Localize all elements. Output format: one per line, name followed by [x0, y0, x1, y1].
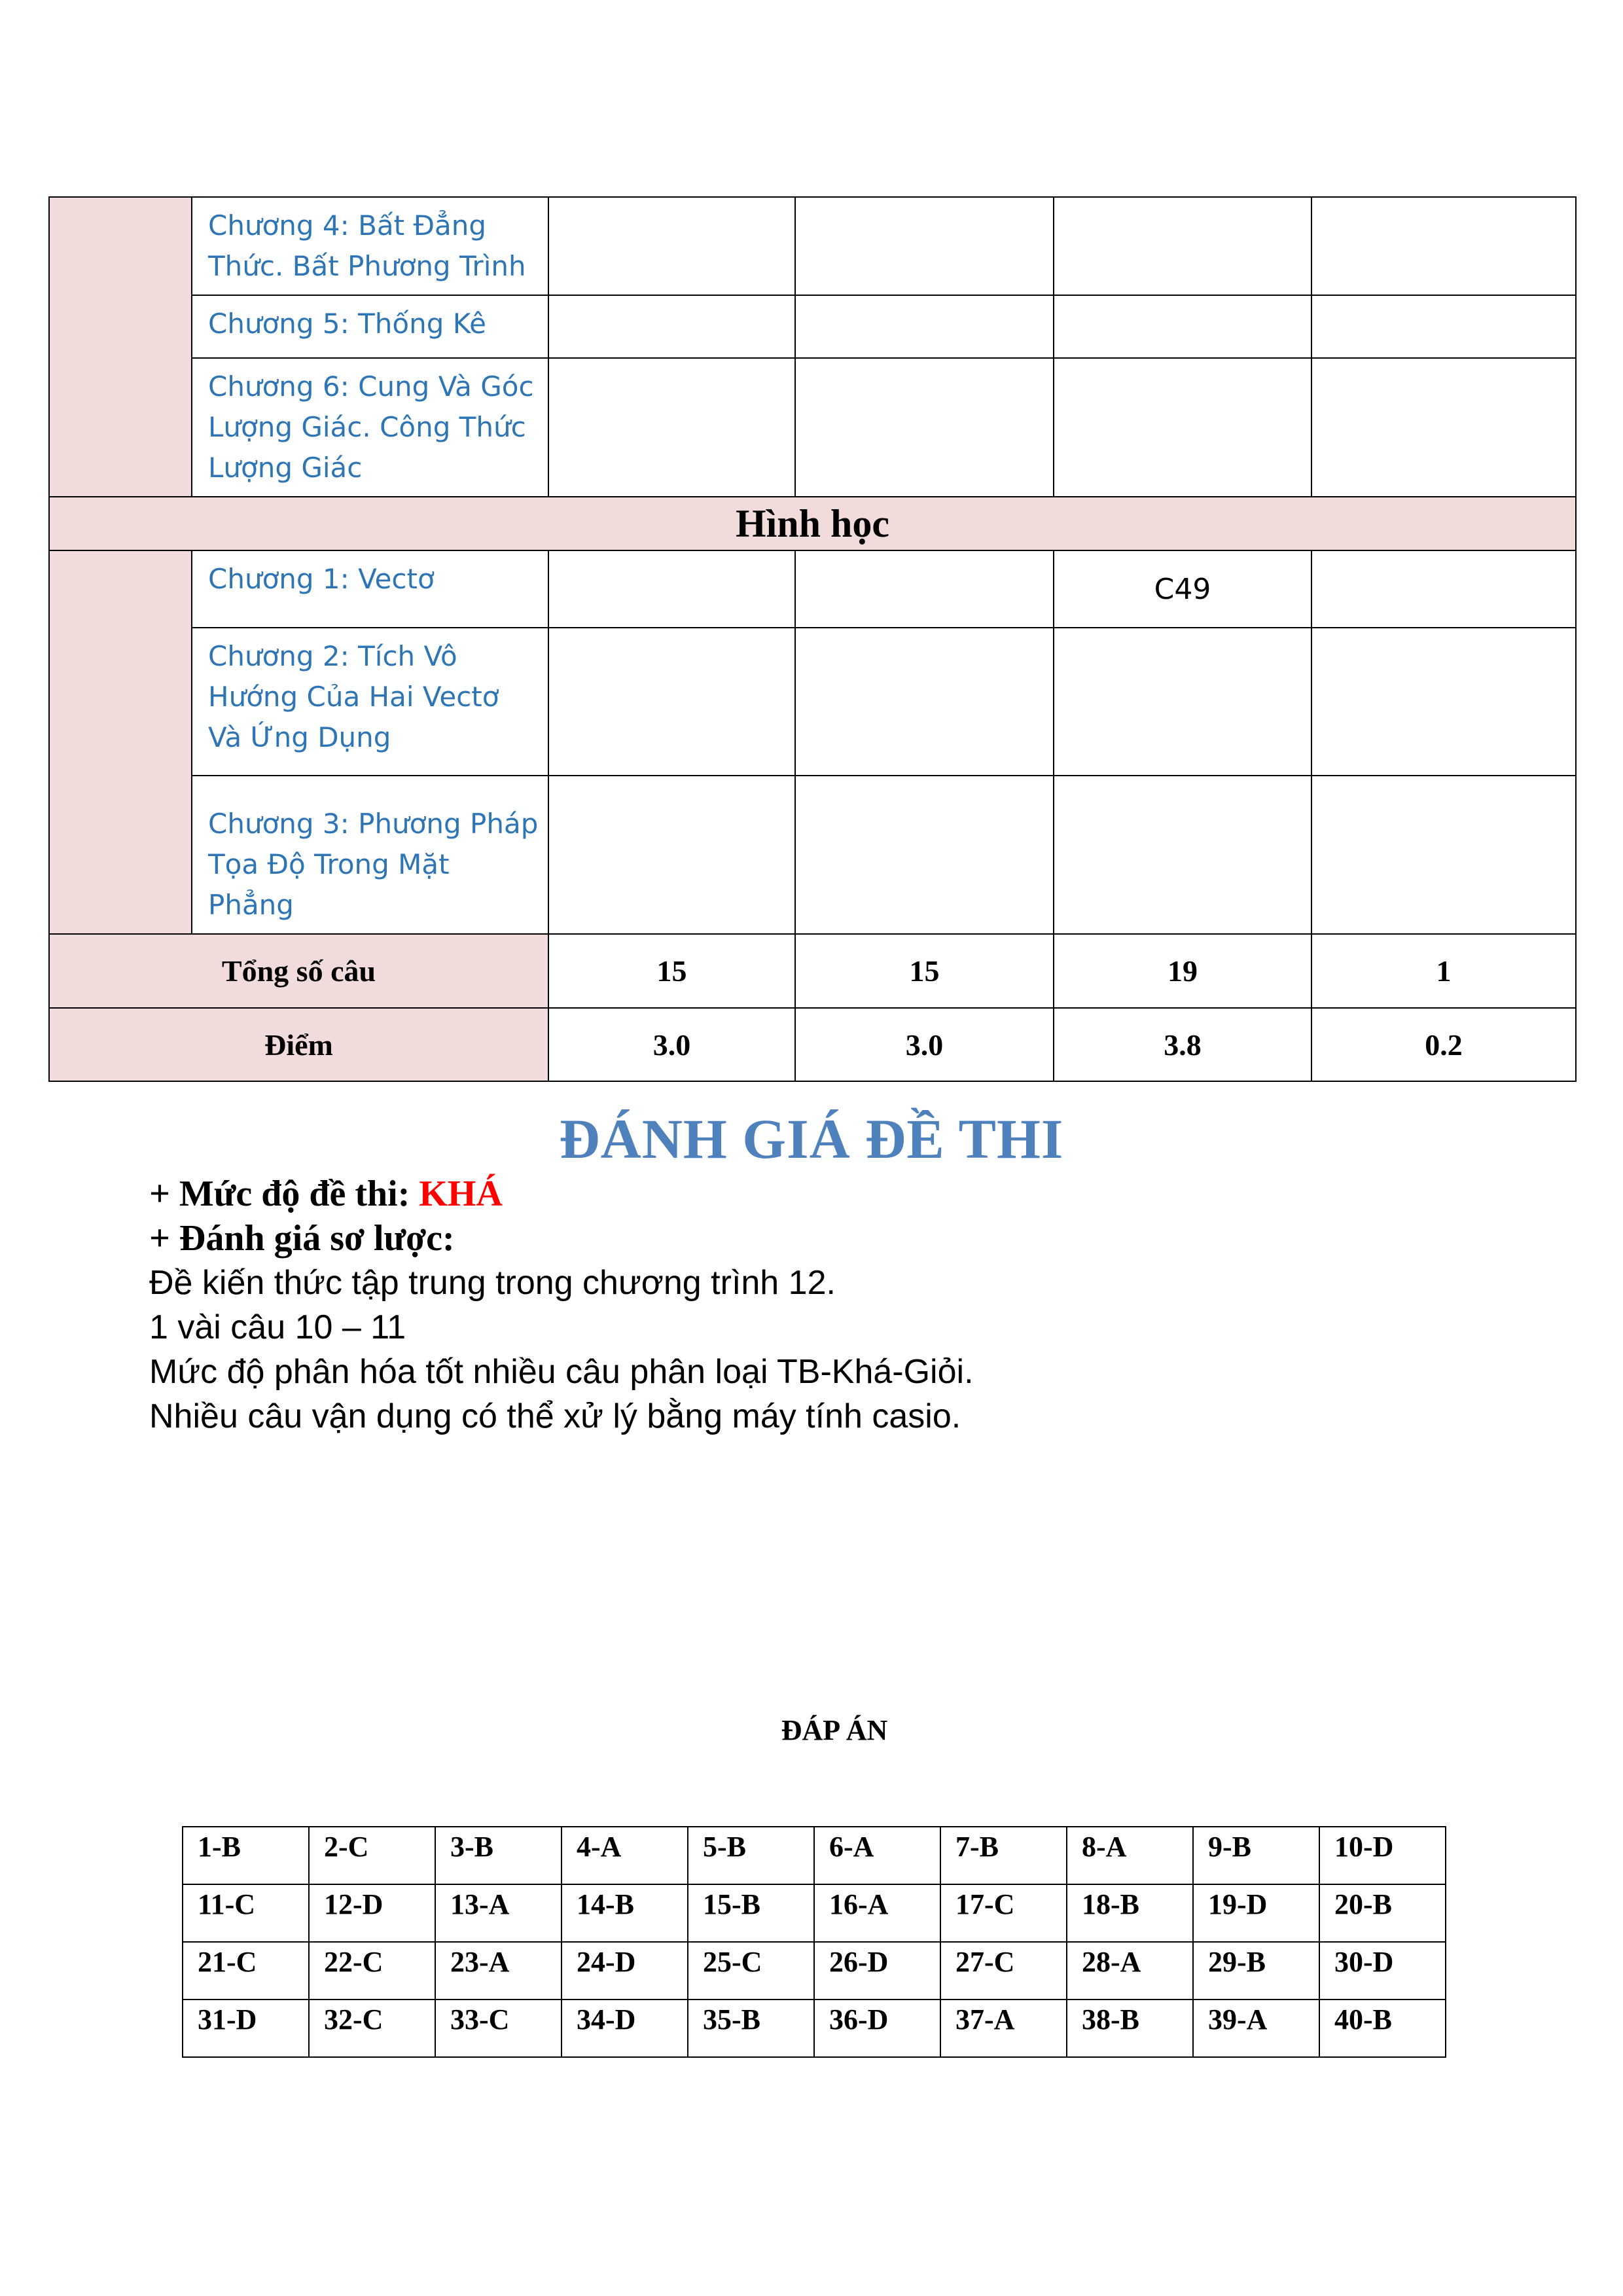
topic-cell-algebra	[49, 197, 192, 497]
matrix-cell	[795, 550, 1054, 628]
matrix-cell: C49	[1054, 550, 1311, 628]
answer-cell: 2-C	[309, 1827, 435, 1884]
answer-cell: 32-C	[309, 2000, 435, 2057]
matrix-cell	[548, 358, 795, 497]
chapter-label: Chương 1: Vectơ	[192, 550, 548, 628]
section-heading-geometry: Hình học	[49, 497, 1576, 550]
matrix-cell	[795, 628, 1054, 776]
table-row	[49, 295, 1576, 358]
matrix-cell	[1311, 358, 1576, 497]
chapter-label: Chương 4: Bất Đẳng Thức. Bất Phương Trình	[192, 197, 548, 295]
answer-cell: 22-C	[309, 1942, 435, 2000]
exam-matrix-table	[48, 196, 1577, 1082]
difficulty-line	[149, 1172, 1524, 1216]
answer-cell: 29-B	[1193, 1942, 1319, 2000]
table-row	[183, 2000, 1446, 2057]
answer-cell: 24-D	[562, 1942, 688, 2000]
answer-cell: 21-C	[183, 1942, 309, 2000]
answer-cell: 12-D	[309, 1884, 435, 1942]
matrix-cell	[1054, 628, 1311, 776]
answer-cell: 39-A	[1193, 2000, 1319, 2057]
matrix-cell	[1311, 295, 1576, 358]
matrix-cell	[1311, 776, 1576, 934]
matrix-cell	[548, 197, 795, 295]
matrix-cell	[548, 550, 795, 628]
matrix-cell	[1054, 358, 1311, 497]
table-row-scores	[49, 1008, 1576, 1081]
answer-cell: 40-B	[1319, 2000, 1446, 2057]
answer-cell: 30-D	[1319, 1942, 1446, 2000]
total-value: 15	[795, 934, 1054, 1008]
table-row	[49, 628, 1576, 776]
table-row	[49, 358, 1576, 497]
matrix-cell	[795, 197, 1054, 295]
score-value: 3.0	[548, 1008, 795, 1081]
answer-cell: 37-A	[940, 2000, 1067, 2057]
answer-cell: 36-D	[814, 2000, 940, 2057]
answer-cell: 11-C	[183, 1884, 309, 1942]
answer-cell: 35-B	[688, 2000, 814, 2057]
chapter-label: Chương 5: Thống Kê	[192, 295, 548, 358]
evaluation-block	[149, 1172, 1524, 1439]
table-row	[183, 1827, 1446, 1884]
answer-cell: 33-C	[435, 2000, 562, 2057]
table-row	[49, 550, 1576, 628]
matrix-cell	[795, 776, 1054, 934]
chapter-label: Chương 6: Cung Và Góc Lượng Giác. Công Thức Lượng Giác	[192, 358, 548, 497]
answer-cell: 8-A	[1067, 1827, 1193, 1884]
answer-key-title: ĐÁP ÁN	[781, 1714, 888, 1746]
answer-cell: 4-A	[562, 1827, 688, 1884]
matrix-cell	[1054, 197, 1311, 295]
matrix-cell	[548, 776, 795, 934]
summary-label: + Đánh giá sơ lược:	[149, 1218, 455, 1259]
answer-key-table	[182, 1826, 1446, 2058]
score-label: Điểm	[49, 1008, 548, 1081]
table-row	[49, 776, 1576, 934]
answer-cell: 28-A	[1067, 1942, 1193, 2000]
matrix-cell	[1311, 628, 1576, 776]
answer-cell: 31-D	[183, 2000, 309, 2057]
answer-cell: 38-B	[1067, 2000, 1193, 2057]
total-value: 19	[1054, 934, 1311, 1008]
matrix-cell	[1054, 295, 1311, 358]
matrix-cell	[1054, 776, 1311, 934]
answer-cell: 5-B	[688, 1827, 814, 1884]
answer-cell: 15-B	[688, 1884, 814, 1942]
answer-cell: 10-D	[1319, 1827, 1446, 1884]
matrix-cell	[1311, 197, 1576, 295]
evaluation-note: Nhiều câu vận dụng có thể xử lý bằng máy tính casio.	[149, 1397, 961, 1435]
answer-cell: 3-B	[435, 1827, 562, 1884]
score-value: 0.2	[1311, 1008, 1576, 1081]
total-questions-label: Tổng số câu	[49, 934, 548, 1008]
table-row	[183, 1884, 1446, 1942]
answer-cell: 6-A	[814, 1827, 940, 1884]
evaluation-note: 1 vài câu 10 – 11	[149, 1308, 406, 1346]
answer-cell: 23-A	[435, 1942, 562, 2000]
answer-cell: 16-A	[814, 1884, 940, 1942]
matrix-cell	[795, 358, 1054, 497]
answer-cell: 27-C	[940, 1942, 1067, 2000]
table-row	[49, 497, 1576, 550]
answer-cell: 34-D	[562, 2000, 688, 2057]
answer-cell: 1-B	[183, 1827, 309, 1884]
matrix-cell	[795, 295, 1054, 358]
evaluation-title: ĐÁNH GIÁ ĐỀ THI	[559, 1107, 1064, 1170]
answer-cell: 14-B	[562, 1884, 688, 1942]
total-value: 1	[1311, 934, 1576, 1008]
score-value: 3.8	[1054, 1008, 1311, 1081]
answer-cell: 26-D	[814, 1942, 940, 2000]
answer-cell: 17-C	[940, 1884, 1067, 1942]
total-value: 15	[548, 934, 795, 1008]
score-value: 3.0	[795, 1008, 1054, 1081]
table-row-totals	[49, 934, 1576, 1008]
table-row	[183, 1942, 1446, 2000]
answer-cell: 20-B	[1319, 1884, 1446, 1942]
chapter-label: Chương 3: Phương Pháp Tọa Độ Trong Mặt Phẳng	[192, 776, 548, 934]
answer-cell: 19-D	[1193, 1884, 1319, 1942]
topic-cell-geometry	[49, 550, 192, 934]
matrix-cell	[1311, 550, 1576, 628]
matrix-cell	[548, 295, 795, 358]
evaluation-note: Mức độ phân hóa tốt nhiều câu phân loại TB-Khá-Giỏi.	[149, 1353, 974, 1391]
difficulty-value: KHÁ	[419, 1174, 503, 1214]
answer-cell: 25-C	[688, 1942, 814, 2000]
difficulty-label: + Mức độ đề thi:	[149, 1174, 419, 1214]
chapter-label: Chương 2: Tích Vô Hướng Của Hai Vectơ Và Ứng Dụng	[192, 628, 548, 776]
answer-cell: 18-B	[1067, 1884, 1193, 1942]
answer-cell: 7-B	[940, 1827, 1067, 1884]
answer-cell: 9-B	[1193, 1827, 1319, 1884]
evaluation-note: Đề kiến thức tập trung trong chương trình 12.	[149, 1264, 836, 1302]
table-row	[49, 197, 1576, 295]
answer-cell: 13-A	[435, 1884, 562, 1942]
matrix-cell	[548, 628, 795, 776]
